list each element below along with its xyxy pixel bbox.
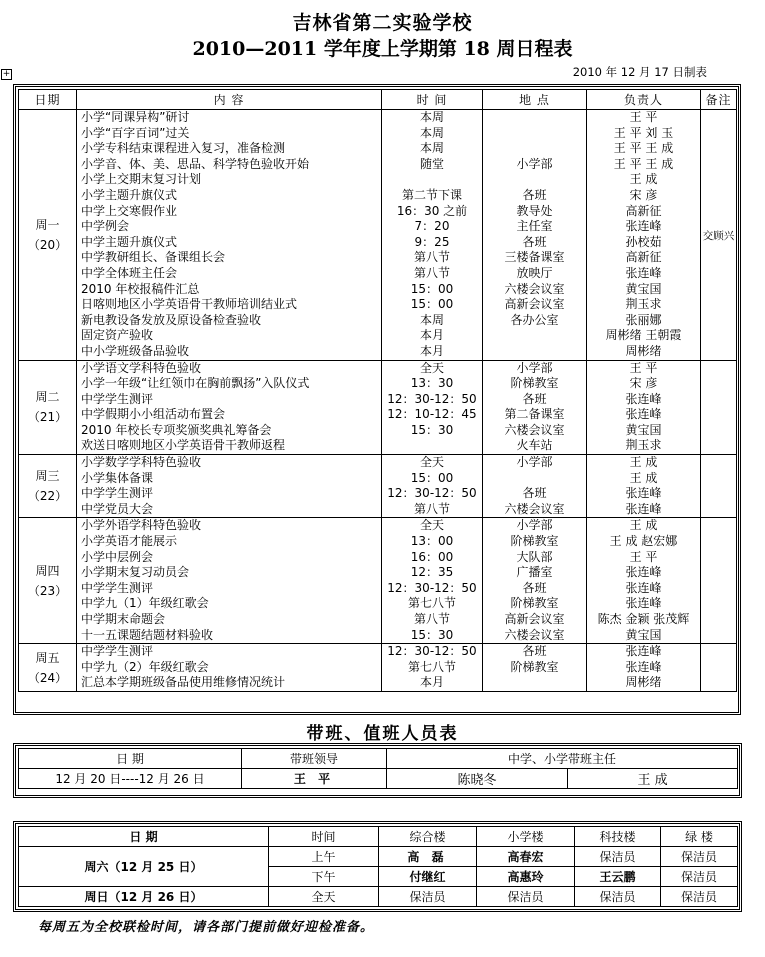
event-responsible: 高新征: [625, 250, 662, 265]
event-responsible: 荆玉求: [625, 297, 662, 312]
event-time: 13：00: [410, 534, 454, 549]
event-place: 小学部: [516, 518, 553, 533]
event-time-column-cell: [382, 110, 483, 361]
event-content: 新电教设备发放及原设备检查验收: [81, 312, 262, 327]
event-responsible: 张连峰: [625, 486, 662, 501]
event-place-column-cell: [483, 110, 587, 361]
event-content: 中学学生测评: [81, 391, 154, 406]
duty-primary-teacher: 王 成: [568, 769, 738, 789]
weekend-header-row: [19, 827, 738, 847]
event-time-column-cell: [382, 518, 483, 644]
event-responsible: 王 成: [629, 455, 658, 470]
event-place-column-cell: [483, 360, 587, 455]
event-place: 阶梯教室: [510, 596, 559, 611]
event-responsible: 张连峰: [625, 407, 662, 422]
wk-header-date: 日 期: [19, 827, 269, 847]
event-place: 六楼会议室: [504, 281, 565, 296]
duty-row: [19, 769, 738, 789]
event-time: 13：30: [410, 376, 454, 391]
event-time: 12：30-12：50: [387, 486, 477, 501]
event-time: 15：00: [410, 470, 454, 485]
col-header-content: 内 容: [77, 90, 382, 110]
event-time: 本月: [419, 343, 444, 358]
event-responsible: 王 成: [629, 470, 658, 485]
event-responsible: 黄宝国: [625, 627, 662, 642]
event-place: 各班: [522, 486, 547, 501]
event-content: 中学主题升旗仪式: [81, 234, 178, 249]
day-number: （22）: [27, 489, 68, 504]
event-time: 第八节: [413, 612, 450, 626]
event-responsible: 王 平: [629, 360, 658, 375]
wk-header-xiaoxue: 小学楼: [477, 827, 575, 847]
event-content: 小学外语学科特色验收: [81, 518, 202, 533]
event-time: 第七八节: [407, 659, 456, 674]
event-content: 十一五课题结题材料验收: [81, 627, 214, 642]
table-move-handle-icon[interactable]: +: [2, 69, 11, 79]
event-responsible: 张连峰: [625, 644, 662, 659]
day-block-row: [19, 644, 737, 692]
event-place: 各办公室: [510, 312, 559, 327]
duty-header-date: 日 期: [19, 749, 242, 769]
event-responsible: 张连峰: [625, 501, 662, 516]
event-responsible: 张连峰: [625, 565, 662, 580]
event-time: 全天: [419, 455, 444, 470]
duty-date: 12 月 20 日----12 月 26 日: [19, 769, 242, 789]
event-responsible-column-cell: [587, 518, 701, 644]
event-content: 中学学生测评: [81, 486, 154, 501]
day-cell: [19, 455, 77, 518]
event-place: 六楼会议室: [504, 501, 565, 516]
event-place: 各班: [522, 187, 547, 202]
event-time: 15：00: [410, 297, 454, 312]
event-place: 广播室: [516, 565, 553, 580]
event-content: 小学“同课异构”研讨: [81, 110, 190, 124]
event-time: 12：30-12：50: [387, 391, 477, 406]
event-responsible: 张连峰: [625, 580, 662, 595]
duty-leader: 王 平: [242, 769, 387, 789]
event-note: [701, 518, 737, 644]
event-content: 汇总本学期班级备品使用维修情况统计: [81, 675, 286, 690]
event-responsible: 王 平 王 成: [613, 156, 674, 171]
event-place: 阶梯教室: [510, 376, 559, 391]
event-responsible: 王 平 王 成: [613, 141, 674, 156]
event-responsible: 周彬绪: [625, 343, 662, 358]
event-content-column-cell: [77, 455, 382, 518]
event-place: 各班: [522, 391, 547, 406]
event-time: 随堂: [419, 156, 444, 171]
event-time-column-cell: [382, 360, 483, 455]
event-content: 小学期末复习动员会: [81, 565, 190, 580]
event-content: 小学集体备课: [81, 470, 154, 485]
school-title: 吉林省第二实验学校: [292, 12, 473, 34]
event-content: 中学教研组长、备课组长会: [81, 250, 226, 265]
day-label: 周五: [35, 650, 60, 665]
wk-sat-am-row: [19, 847, 738, 867]
event-time: 本周: [419, 110, 444, 124]
event-content: 中学九（2）年级红歌会: [81, 659, 209, 674]
event-responsible-column-cell: [587, 110, 701, 361]
event-place: 三楼备课室: [504, 250, 565, 265]
event-responsible: 王 平: [629, 110, 658, 124]
event-responsible: 陈杰 金颖 张茂辉: [597, 612, 690, 626]
day-label: 周四: [35, 563, 60, 578]
wk-header-keji: 科技楼: [575, 827, 661, 847]
event-content: 日喀则地区小学英语骨干教师培训结业式: [81, 297, 298, 312]
event-time: 本周: [419, 312, 444, 327]
event-time: [382, 172, 482, 188]
event-content: 中学九（1）年级红歌会: [81, 596, 209, 611]
event-time: 15：00: [410, 281, 454, 296]
day-cell: [19, 644, 77, 692]
day-number: （20）: [27, 237, 68, 252]
event-place: 各班: [522, 234, 547, 249]
event-place: [483, 126, 586, 142]
schedule-header-row: [19, 90, 737, 110]
event-place: [483, 141, 586, 157]
event-place-column-cell: [483, 455, 587, 518]
event-time: 9：25: [414, 234, 450, 249]
wk-sun-label: 周日（12 月 26 日）: [19, 887, 269, 907]
event-time: 12：30-12：50: [387, 644, 477, 659]
event-responsible: 张连峰: [625, 219, 662, 234]
event-content: 中学例会: [81, 219, 130, 234]
event-responsible-column-cell: [587, 644, 701, 692]
footer-notice: 每周五为全校联检时间，请各部门提前做好迎检准备。: [38, 920, 375, 935]
col-header-note: 备注: [701, 90, 737, 110]
wk-sat-pm-xiaoxue: 高惠玲: [477, 867, 575, 887]
weekend-table: [18, 826, 738, 907]
event-responsible: 周彬绪: [625, 675, 662, 690]
event-time: 12：10-12：45: [387, 407, 477, 422]
event-time: 15：30: [410, 627, 454, 642]
event-content-column-cell: [77, 518, 382, 644]
made-date: 2010 年 12 月 17 日制表: [572, 65, 707, 79]
event-time-column-cell: [382, 455, 483, 518]
event-content: 小学一年级“让红领巾在胸前飘扬”入队仪式: [81, 376, 310, 391]
event-time: 第七八节: [407, 596, 456, 611]
event-time: 7：20: [414, 219, 450, 234]
event-responsible: 张连峰: [625, 596, 662, 611]
wk-sat-pm-lv: 保洁员: [661, 867, 738, 887]
duty-middle-teacher: 陈晓冬: [387, 769, 568, 789]
event-time: 第八节: [413, 501, 450, 516]
event-content-column-cell: [77, 644, 382, 692]
event-content: 中学全体班主任会: [81, 265, 178, 280]
event-responsible: 张连峰: [625, 391, 662, 406]
day-number: （24）: [27, 670, 68, 685]
day-block-row: [19, 360, 737, 455]
event-responsible: 黄宝国: [625, 281, 662, 296]
event-place: 主任室: [516, 219, 553, 234]
event-time: 12：35: [410, 565, 454, 580]
event-place: 火车站: [516, 438, 553, 453]
event-place: 大队部: [516, 549, 553, 564]
event-time: 第八节: [413, 265, 450, 280]
wk-sun-time: 全天: [269, 887, 379, 907]
event-time: 15：30: [410, 422, 454, 437]
event-responsible: 周彬绪 王朝霞: [605, 328, 682, 343]
day-cell: [19, 110, 77, 361]
event-content: 中学学生测评: [81, 580, 154, 595]
day-cell: [19, 360, 77, 455]
wk-sat-am-time: 上午: [269, 847, 379, 867]
event-place: [483, 110, 586, 126]
event-responsible: 王 平: [629, 549, 658, 564]
event-time: 12：30-12：50: [387, 580, 477, 595]
event-place: 阶梯教室: [510, 659, 559, 674]
wk-sun-keji: 保洁员: [575, 887, 661, 907]
event-place: 高新会议室: [504, 297, 565, 312]
wk-sat-label: 周六（12 月 25 日）: [19, 847, 269, 887]
event-responsible: 宋 彦: [629, 376, 658, 391]
event-content: 小学上交期末复习计划: [81, 172, 202, 187]
event-responsible: 高新征: [625, 203, 662, 218]
day-number: （23）: [27, 583, 68, 598]
event-time: 16：00: [410, 549, 454, 564]
event-responsible: 黄宝国: [625, 422, 662, 437]
event-time: 16：30 之前: [396, 203, 468, 218]
day-label: 周一: [35, 217, 60, 232]
event-content: 欢送日喀则地区小学英语骨干教师返程: [81, 438, 286, 453]
event-place: 六楼会议室: [504, 422, 565, 437]
wk-header-time: 时间: [269, 827, 379, 847]
event-place: 小学部: [516, 156, 553, 171]
wk-header-zonghe: 综合楼: [379, 827, 477, 847]
day-block-row: [19, 518, 737, 644]
duty-header-leader: 带班领导: [242, 749, 387, 769]
duty-header-row: [19, 749, 738, 769]
event-content: 2010 年校报稿件汇总: [81, 281, 200, 296]
event-responsible: 王 平 刘 玉: [613, 125, 674, 140]
event-content: 中学期末命题会: [81, 612, 166, 626]
wk-sat-pm-zonghe: 付继红: [379, 867, 477, 887]
col-header-time: 时 间: [382, 90, 483, 110]
event-responsible: 王 成 赵宏娜: [609, 534, 678, 549]
event-content: 中学上交寒假作业: [81, 203, 178, 218]
wk-sun-xiaoxue: 保洁员: [477, 887, 575, 907]
event-place-column-cell: [483, 644, 587, 692]
event-time: 本月: [419, 328, 444, 343]
wk-sat-pm-keji: 王云鹏: [575, 867, 661, 887]
event-time: 第八节: [413, 250, 450, 265]
event-place: 放映厅: [516, 265, 553, 280]
wk-sun-zonghe: 保洁员: [379, 887, 477, 907]
event-place: [483, 675, 586, 691]
event-place: 各班: [522, 644, 547, 659]
event-responsible: 王 成: [629, 518, 658, 533]
event-content: 中学学生测评: [81, 644, 154, 659]
event-content: 小学“百字百词”过关: [81, 125, 190, 140]
wk-sat-pm-time: 下午: [269, 867, 379, 887]
event-content: 小学中层例会: [81, 549, 154, 564]
event-content: 2010 年校长专项奖颁奖典礼筹备会: [81, 422, 272, 437]
event-content: 小学专科结束课程进入复习，准备检测: [81, 141, 286, 156]
event-time-column-cell: [382, 644, 483, 692]
event-content-column-cell: [77, 360, 382, 455]
duty-table: [18, 748, 738, 789]
event-content: 小学数学学科特色验收: [81, 455, 202, 470]
wk-sun-row: [19, 887, 738, 907]
event-content: 中学假期小小组活动布置会: [81, 407, 226, 422]
event-responsible: 宋 彦: [629, 187, 658, 202]
event-place: 小学部: [516, 455, 553, 470]
day-label: 周二: [35, 390, 60, 405]
event-content: 中小学班级备品验收: [81, 343, 190, 358]
event-place: 六楼会议室: [504, 627, 565, 642]
day-label: 周三: [35, 469, 60, 484]
event-content: 小学主题升旗仪式: [81, 187, 178, 202]
col-header-date: 日期: [19, 90, 77, 110]
day-cell: [19, 518, 77, 644]
event-note: [701, 644, 737, 692]
wk-sat-am-zonghe: 高 磊: [379, 847, 477, 867]
schedule-table: [18, 89, 737, 692]
event-responsible: 张丽娜: [625, 312, 662, 327]
event-place: 教导处: [516, 203, 553, 218]
event-note: [701, 455, 737, 518]
day-number: （21）: [27, 410, 68, 425]
wk-sat-am-keji: 保洁员: [575, 847, 661, 867]
event-note: [701, 360, 737, 455]
event-time: 全天: [419, 518, 444, 533]
event-place: [483, 328, 586, 344]
event-place: 各班: [522, 580, 547, 595]
wk-sat-am-lv: 保洁员: [661, 847, 738, 867]
event-content: 小学英语才能展示: [81, 534, 178, 549]
wk-sun-lv: 保洁员: [661, 887, 738, 907]
event-time: 本周: [419, 141, 444, 156]
event-time: [382, 438, 482, 454]
event-content: 小学音、体、美、思品、科学特色验收开始: [81, 156, 310, 171]
col-header-place: 地 点: [483, 90, 587, 110]
event-content-column-cell: [77, 110, 382, 361]
event-place-column-cell: [483, 518, 587, 644]
event-responsible-column-cell: [587, 360, 701, 455]
event-place: [483, 471, 586, 487]
day-block-row: [19, 455, 737, 518]
event-content: 固定资产验收: [81, 328, 154, 343]
event-responsible: 荆玉求: [625, 438, 662, 453]
day-block-row: [19, 110, 737, 361]
event-time: 本周: [419, 125, 444, 140]
duty-section-title: 带班、值班人员表: [306, 724, 459, 744]
wk-sat-am-xiaoxue: 高春宏: [477, 847, 575, 867]
event-place: 阶梯教室: [510, 534, 559, 549]
event-place: 小学部: [516, 360, 553, 375]
event-time: 全天: [419, 360, 444, 375]
event-responsible-column-cell: [587, 455, 701, 518]
event-responsible: 孙校茹: [625, 234, 662, 249]
event-place: [483, 172, 586, 188]
event-responsible: 王 成: [629, 172, 658, 187]
event-note: 交顾兴: [701, 110, 737, 361]
event-content: 中学党员大会: [81, 501, 154, 516]
col-header-responsible: 负责人: [587, 90, 701, 110]
event-content: 小学语文学科特色验收: [81, 360, 202, 375]
duty-header-teachers: 中学、小学带班主任: [387, 749, 738, 769]
event-place: 第二备课室: [504, 407, 565, 422]
event-place: 高新会议室: [504, 612, 565, 626]
event-time: 第二节下课: [401, 187, 462, 202]
wk-header-lv: 绿 楼: [661, 827, 738, 847]
event-responsible: 张连峰: [625, 659, 662, 674]
event-time: 本月: [419, 675, 444, 690]
event-responsible: 张连峰: [625, 265, 662, 280]
schedule-subtitle: 2010—2011 学年度上学期第 18 周日程表: [192, 38, 573, 60]
event-place: [483, 344, 586, 360]
